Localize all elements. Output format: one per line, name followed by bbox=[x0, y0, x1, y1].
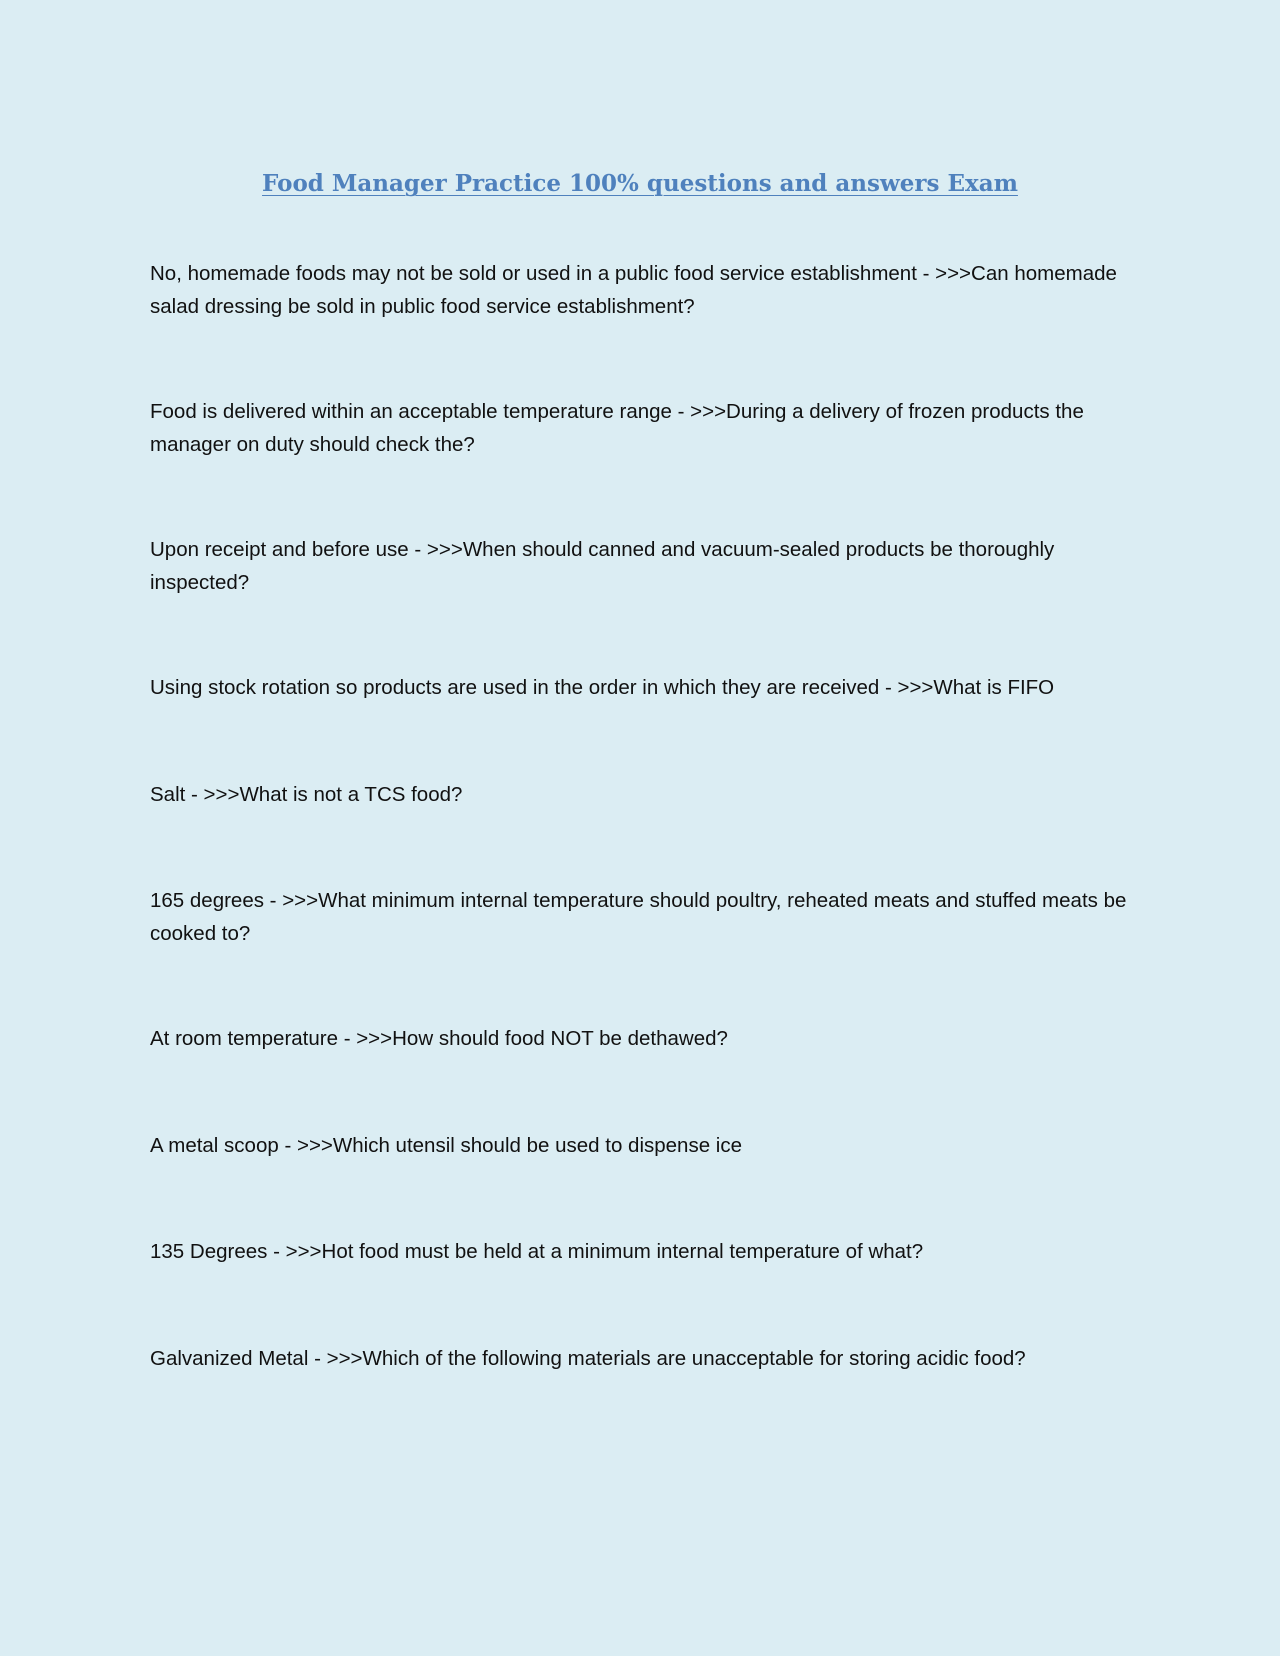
qa-item: Using stock rotation so products are used in the order in which they are received - >>>What is FIFO bbox=[150, 676, 1055, 699]
qa-item: No, homemade foods may not be sold or used in a public food service establishment - >>>Can homemade salad dressing be sold in public food service establishment? bbox=[150, 262, 1117, 318]
qa-item: A metal scoop - >>>Which utensil should be used to dispense ice bbox=[150, 1133, 743, 1157]
qa-item: 135 Degrees - >>>Hot food must be held at a minimum internal temperature of what? bbox=[150, 1240, 924, 1263]
qa-list bbox=[150, 258, 1130, 1449]
qa-item: Food is delivered within an acceptable temperature range - >>>During a delivery of frozen products the manager on duty should check the? bbox=[150, 400, 1084, 456]
qa-item: Upon receipt and before use - >>>When should canned and vacuum-sealed products be thoroughly inspected? bbox=[150, 538, 1055, 594]
qa-item: Salt - >>>What is not a TCS food? bbox=[150, 782, 463, 806]
qa-item: Galvanized Metal - >>>Which of the following materials are unacceptable for storing acidic food? bbox=[150, 1346, 1026, 1370]
qa-item: At room temperature - >>>How should food NOT be dethawed? bbox=[150, 1027, 728, 1050]
qa-item: 165 degrees - >>>What minimum internal temperature should poultry, reheated meats and stuffed meats be cooked to? bbox=[150, 889, 1127, 945]
document-title: Food Manager Practice 100% questions and answers Exam bbox=[262, 170, 1018, 197]
